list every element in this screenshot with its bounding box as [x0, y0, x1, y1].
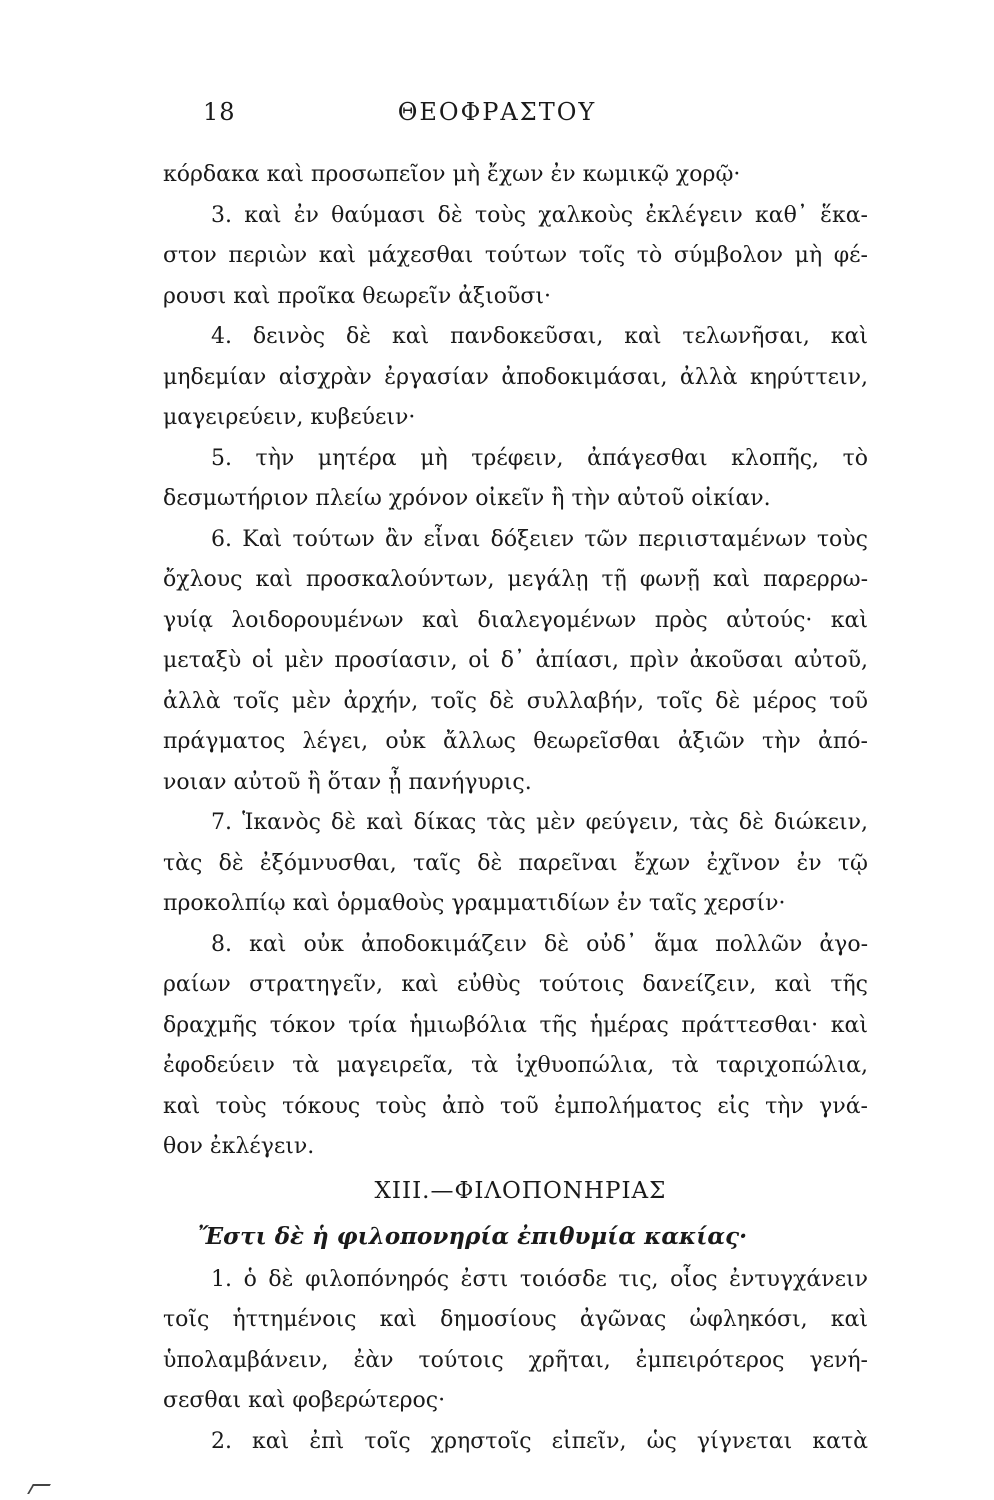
text-line: γυίᾳ λοιδορουμένων καὶ διαλεγομένων πρὸς αὐτούς· καὶ: [163, 607, 868, 633]
text-line: δεσμωτήριον πλείω χρόνον οἰκεῖν ἢ τὴν αὐτοῦ οἰκίαν.: [163, 486, 771, 511]
section-title: XIII.—ΦΙΛΟΠΟΝΗΡΙΑΣ: [374, 1177, 667, 1204]
text-line: καὶ τοὺς τόκους τοὺς ἀπὸ τοῦ ἐμπολήματος εἰς τὴν γνά-: [163, 1093, 868, 1119]
chapter-xii-ending: [163, 155, 868, 1168]
text-line: 5. τὴν μητέρα μὴ τρέφειν, ἀπάγεσθαι κλοπῆς, τὸ: [211, 445, 868, 471]
text-line: κόρδακα καὶ προσωπεῖον μὴ ἔχων ἐν κωμικῷ χορῷ·: [163, 162, 741, 187]
text-line: προκολπίῳ καὶ ὁρμαθοὺς γραμματιδίων ἐν ταῖς χερσίν·: [163, 891, 786, 916]
text-body: [163, 155, 868, 1462]
text-line: ὄχλους καὶ προσκαλούντων, μεγάλῃ τῇ φωνῇ καὶ παρερρω-: [163, 567, 868, 592]
text-line: 2. καὶ ἐπὶ τοῖς χρηστοῖς εἰπεῖν, ὡς γίγνεται κατὰ: [211, 1428, 868, 1454]
text-line: νοιαν αὐτοῦ ἢ ὅταν ᾖ πανήγυρις.: [163, 769, 532, 795]
text-line: 7. Ἱκανὸς δὲ καὶ δίκας τὰς μὲν φεύγειν, τὰς δὲ διώκειν,: [211, 810, 868, 835]
text-line: μεταξὺ οἱ μὲν προσίασιν, οἱ δ᾽ ἀπίασι, πρὶν ἀκοῦσαι αὐτοῦ,: [163, 648, 868, 673]
text-line: δραχμῆς τόκον τρία ἡμιωβόλια τῆς ἡμέρας πράττεσθαι· καὶ: [163, 1012, 868, 1038]
text-line: πράγματος λέγει, οὐκ ἄλλως θεωρεῖσθαι ἀξιῶν τὴν ἀπό-: [163, 729, 868, 754]
text-line: τοῖς ἡττημένοις καὶ δημοσίους ἀγῶνας ὠφληκόσι, καὶ: [163, 1307, 868, 1332]
text-line: 1. ὁ δὲ φιλοπόνηρός ἐστι τοιόσδε τις, οἷος ἐντυγχάνειν: [211, 1266, 868, 1292]
text-line: μηδεμίαν αἰσχρὰν ἐργασίαν ἀποδοκιμάσαι, ἀλλὰ κηρύττειν,: [163, 364, 868, 390]
text-line: 3. καὶ ἐν θαύμασι δὲ τοὺς χαλκοὺς ἐκλέγειν καθ᾽ ἕκα-: [211, 202, 868, 228]
text-line: σεσθαι καὶ φοβερώτερος·: [163, 1388, 446, 1413]
text-line: θον ἐκλέγειν.: [163, 1134, 315, 1159]
page-header: [0, 98, 994, 138]
text-line: στον περιὼν καὶ μάχεσθαι τούτων τοῖς τὸ σύμβολον μὴ φέ-: [163, 243, 868, 268]
text-line: μαγειρεύειν, κυβεύειν·: [163, 405, 416, 430]
text-line: ρουσι καὶ προῖκα θεωρεῖν ἀξιοῦσι·: [163, 283, 552, 309]
corner-mark-icon: [27, 1484, 51, 1494]
text-line: ραίων στρατηγεῖν, καὶ εὐθὺς τούτοις δανείζειν, καὶ τῆς: [163, 972, 868, 997]
text-line: 6. Καὶ τούτων ἂν εἶναι δόξειεν τῶν περιισταμένων τοὺς: [211, 526, 868, 552]
chapter-xiii-opening: [163, 1260, 868, 1463]
definition-line: Ἔστι δὲ ἡ φιλοπονηρία ἐπιθυμία κακίας·: [198, 1222, 748, 1250]
text-line: 4. δεινὸς δὲ καὶ πανδοκεῦσαι, καὶ τελωνῆσαι, καὶ: [211, 324, 868, 349]
running-head: ΘΕΟΦΡΑΣΤΟΥ: [397, 98, 597, 126]
text-line: ὑπολαμβάνειν, ἐὰν τούτοις χρῆται, ἐμπειρότερος γενή-: [163, 1347, 868, 1373]
text-line: ἀλλὰ τοῖς μὲν ἀρχήν, τοῖς δὲ συλλαβήν, τοῖς δὲ μέρος τοῦ: [163, 688, 868, 714]
text-line: τὰς δὲ ἐξόμνυσθαι, ταῖς δὲ παρεῖναι ἔχων ἐχῖνον ἐν τῷ: [163, 850, 868, 876]
page-number: 18: [203, 98, 236, 126]
text-line: 8. καὶ οὐκ ἀποδοκιμάζειν δὲ οὐδ᾽ ἅμα πολλῶν ἀγο-: [211, 931, 868, 957]
text-line: ἐφοδεύειν τὰ μαγειρεῖα, τὰ ἰχθυοπώλια, τὰ ταριχοπώλια,: [163, 1053, 868, 1078]
